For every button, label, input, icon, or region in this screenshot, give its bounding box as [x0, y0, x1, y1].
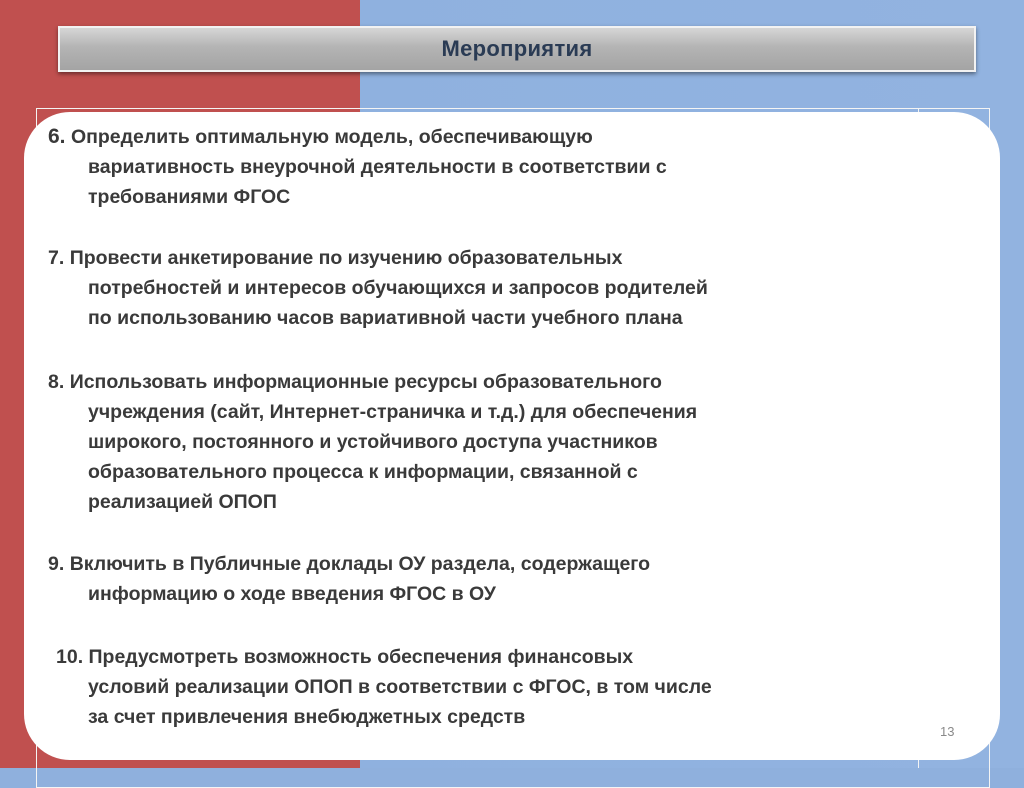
item-text: Использовать информационные ресурсы образовательного	[69, 371, 662, 393]
item-line	[48, 367, 948, 397]
item-line: по использованию часов вариативной части учебного плана	[88, 307, 683, 329]
item-number: 10.	[56, 646, 84, 668]
item-line: вариативность внеурочной деятельности в соответствии с	[88, 156, 667, 178]
item-line: реализацией ОПОП	[88, 491, 277, 513]
item-line	[48, 549, 948, 579]
item-line: требованиями ФГОС	[88, 186, 291, 208]
item-line: за счет привлечения внебюджетных средств	[88, 706, 526, 728]
item-text: Определить оптимальную модель, обеспечивающую	[70, 126, 593, 148]
item-line	[56, 642, 956, 672]
item-text: Провести анкетирование по изучению образовательных	[69, 247, 623, 269]
item-line: учреждения (сайт, Интернет-страничка и т.д.) для обеспечения	[88, 401, 698, 423]
item-line	[48, 243, 948, 273]
item-text: Предусмотреть возможность обеспечения финансовых	[88, 646, 634, 668]
list-item-9	[48, 549, 948, 609]
page-number: 13	[940, 724, 955, 739]
title-bar	[58, 26, 976, 72]
list-item-8	[48, 367, 948, 517]
item-number: 8.	[48, 371, 65, 393]
item-line: потребностей и интересов обучающихся и запросов родителей	[88, 277, 708, 299]
list-item-7	[48, 243, 948, 333]
item-line: широкого, постоянного и устойчивого доступа участников	[88, 431, 658, 453]
item-number: 9.	[48, 553, 65, 575]
list-item-6	[48, 122, 948, 212]
slide-title: Мероприятия	[441, 36, 593, 61]
content-panel	[24, 112, 1000, 760]
item-line: информацию о ходе введения ФГОС в ОУ	[88, 583, 496, 605]
item-text: Включить в Публичные доклады ОУ раздела, содержащего	[69, 553, 651, 575]
item-line: условий реализации ОПОП в соответствии с ФГОС, в том числе	[88, 676, 712, 698]
item-line: образовательного процесса к информации, связанной с	[88, 461, 638, 483]
item-line	[48, 122, 948, 152]
item-number: 6.	[48, 125, 66, 148]
item-number: 7.	[48, 247, 65, 269]
list-item-10	[56, 642, 956, 732]
